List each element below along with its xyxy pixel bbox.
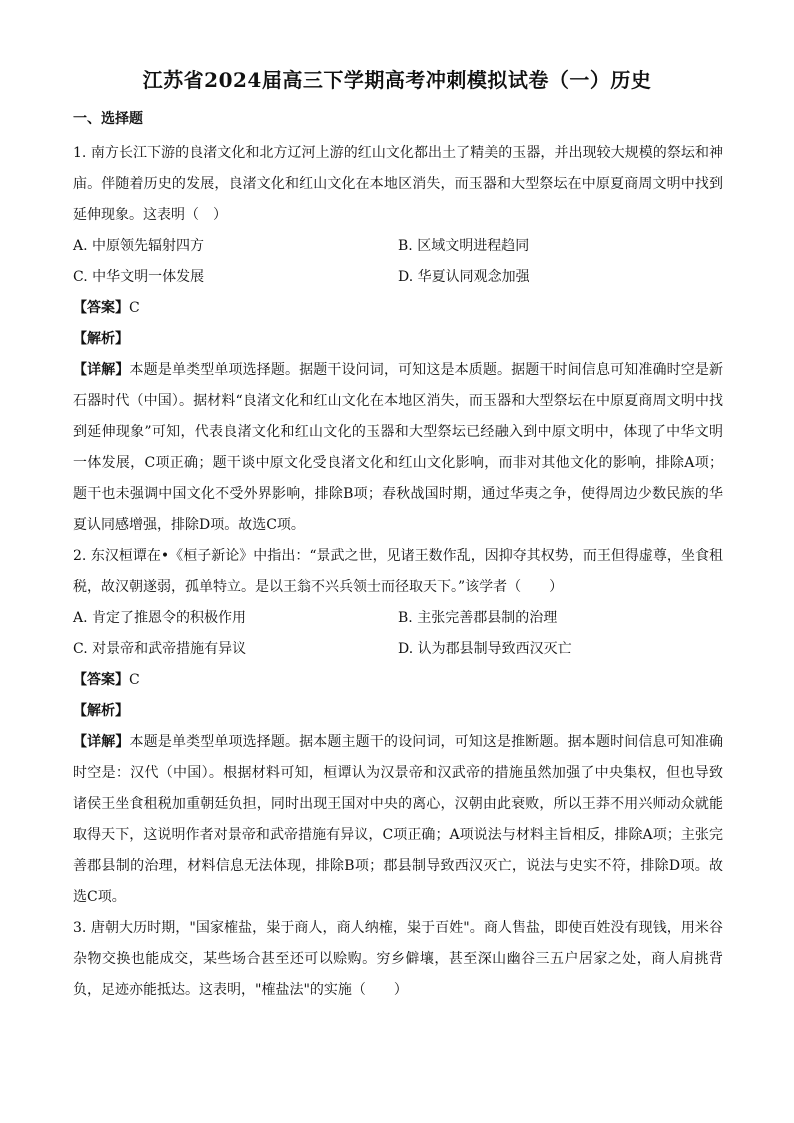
analysis-line: [73, 324, 723, 355]
option-c: C. 对景帝和武帝措施有异议: [73, 641, 247, 657]
option-d: D. 认为郡县制导致西汉灭亡: [398, 641, 572, 657]
option-a: A. 肯定了推恩令的积极作用: [73, 610, 247, 626]
option-d: D. 华夏认同观念加强: [398, 269, 530, 285]
page-title: 江苏省2024届高三下学期高考冲刺模拟试卷（一）历史: [142, 68, 652, 92]
question-stem: 2. 东汉桓谭在•《桓子新论》中指出：“景武之世，见诸王数作乱，因抑夺其权势，而王但得虚尊，坐食租税，故汉朝遂弱，孤单特立。是以王翁不兴兵领士而径取天下。”该学者（ ）: [73, 548, 723, 595]
question-stem: 3. 唐朝大历时期，"国家榷盐，粜于商人，商人纳榷，粜于百姓"。商人售盐，即使百姓没有现钱，用米谷杂物交换也能成交，某些场合甚至还可以赊购。穷乡僻壤，甚至深山幽谷三五户居家之处，商人肩挑背负，足迹亦能抵达。这表明，"榷盐法"的实施（ ）: [73, 920, 723, 998]
answer-label: 【答案】: [73, 300, 129, 316]
option-b: B. 区域文明进程趋同: [398, 238, 530, 254]
option-a: A. 中原领先辐射四方: [73, 238, 205, 254]
detail-text: 本题是单类型单项选择题。据本题主题干的设问词，可知这是推断题。据本题时间信息可知准确时空是：汉代（中国）。根据材料可知，桓谭认为汉景帝和汉武帝的措施虽然加强了中央集权，但也导致诸侯王坐食租税加重朝廷负担，同时出现王国对中央的离心，汉朝由此衰败，所以王莽不用兴师动众就能取得天下，这说明作者对景帝和武帝措施有异议，C项正确；A项说法与材料主旨相反，排除A项；主张完善郡县制的治理，材料信息无法体现，排除B项；郡县制导致西汉灭亡，说法与史实不符，排除D项。故选C项。: [73, 734, 724, 905]
detail-paragraph: [73, 727, 723, 913]
answer-line: [73, 293, 723, 324]
detail-label: 【详解】: [73, 734, 130, 750]
question-list: [73, 138, 723, 1006]
option-b: B. 主张完善郡县制的治理: [398, 610, 558, 626]
section-heading: 一、选择题: [73, 111, 143, 127]
answer-value: C: [129, 300, 140, 316]
detail-label: 【详解】: [73, 362, 130, 378]
detail-text: 本题是单类型单项选择题。据题干设问词，可知这是本质题。据题干时间信息可知准确时空是新石器时代（中国）。据材料“良渚文化和红山文化在本地区消失，而玉器和大型祭坛在中原夏商周文明中找到延伸现象”可知，代表良渚文化和红山文化的玉器和大型祭坛已经融入到中原文明中，体现了中华文明一体发展，C项正确；题干谈中原文化受良渚文化和红山文化影响，而非对其他文化的影响，排除A项；题干也未强调中国文化不受外界影响，排除B项；春秋战国时期，通过华夷之争，使得周边少数民族的华夏认同感增强，排除D项。故选C项。: [73, 362, 724, 533]
analysis-label: 【解析】: [73, 331, 129, 347]
answer-line: [73, 665, 723, 696]
option-c: C. 中华文明一体发展: [73, 269, 205, 285]
question-stem: 1. 南方长江下游的良渚文化和北方辽河上游的红山文化都出土了精美的玉器，并出现较大规模的祭坛和神庙。伴随着历史的发展，良渚文化和红山文化在本地区消失，而玉器和大型祭坛在中原夏商周文明中找到延伸现象。这表明（ ）: [73, 145, 723, 223]
analysis-line: [73, 696, 723, 727]
answer-value: C: [129, 672, 140, 688]
answer-label: 【答案】: [73, 672, 129, 688]
option-list: [73, 231, 723, 293]
option-list: [73, 603, 723, 665]
detail-paragraph: [73, 355, 723, 541]
analysis-label: 【解析】: [73, 703, 129, 719]
